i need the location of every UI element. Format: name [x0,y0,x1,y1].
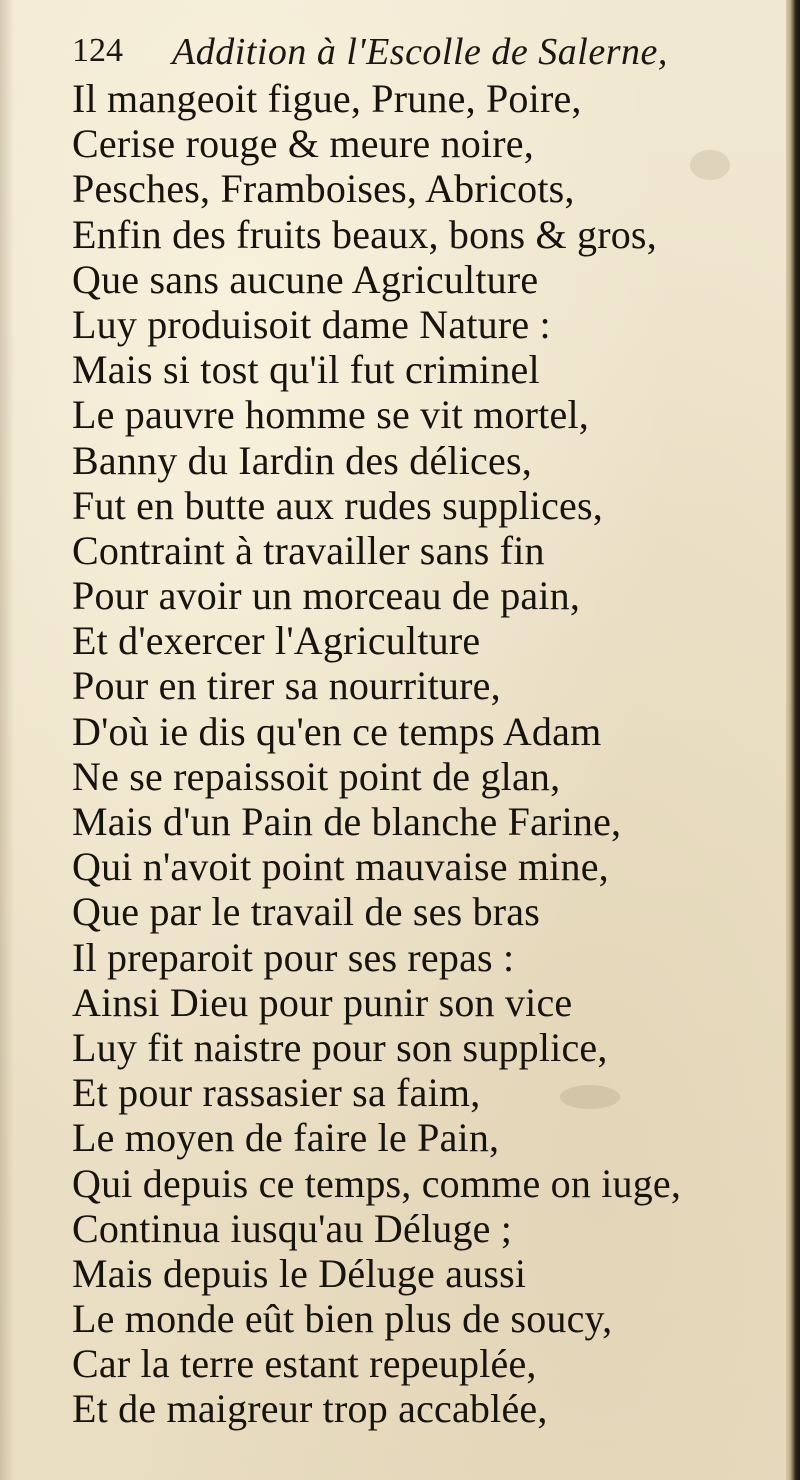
verse-line: Mais depuis le Déluge aussi [72,1250,527,1296]
verse-line: Car la terre estant repeuplée, [72,1341,537,1387]
verse-line: Pesches, Framboises, Abricots, [72,166,575,212]
poem-text [72,76,712,1432]
page-edge [786,0,800,1480]
verse-line: Et de maigreur trop accablée, [72,1386,548,1432]
page-number: 124 [72,32,123,69]
verse-line: Pour en tirer sa nourriture, [72,663,501,709]
running-title: Addition à l'Escolle de Salerne, [172,31,668,73]
verse-line: Qui depuis ce temps, comme on iuge, [72,1160,682,1206]
verse-line: Qui n'avoit point mauvaise mine, [72,844,609,890]
page-header [72,26,712,76]
verse-line: Que par le travail de ses bras [72,889,541,935]
verse-line: D'où ie dis qu'en ce temps Adam [72,708,602,754]
verse-line: Le moyen de faire le Pain, [72,1115,500,1161]
verse-line: Mais d'un Pain de blanche Farine, [72,799,622,844]
verse-line: Il mangeoit figue, Prune, Poire, [72,76,582,121]
verse-line: Ne se repaissoit point de glan, [72,753,561,799]
verse-line: Et d'exercer l'Agriculture [72,618,481,664]
verse-line: Contraint à travailler sans fin [72,527,545,573]
verse-line: Continua iusqu'au Déluge ; [72,1205,513,1251]
verse-line: Pour avoir un morceau de pain, [72,573,581,619]
verse-line: Luy fit naistre pour son supplice, [72,1024,608,1070]
verse-line: Fut en butte aux rudes supplices, [72,482,603,528]
verse-line: Le pauvre homme se vit mortel, [72,392,589,438]
verse-line: Luy produisoit dame Nature : [72,301,551,347]
verse-line: Ainsi Dieu pour punir son vice [72,979,573,1025]
verse-line: Le monde eût bien plus de soucy, [72,1296,613,1342]
verse-line: Banny du Iardin des délices, [72,437,532,483]
verse-line: Cerise rouge & meure noire, [72,121,534,167]
verse-line: Mais si tost qu'il fut criminel [72,347,540,393]
verse-line: Il preparoit pour ses repas : [72,934,515,980]
verse-line: Et pour rassasier sa faim, [72,1070,481,1116]
verse-line: Que sans aucune Agriculture [72,256,539,302]
gutter-shadow [0,0,14,1480]
verse-line: Enfin des fruits beaux, bons & gros, [72,211,657,257]
